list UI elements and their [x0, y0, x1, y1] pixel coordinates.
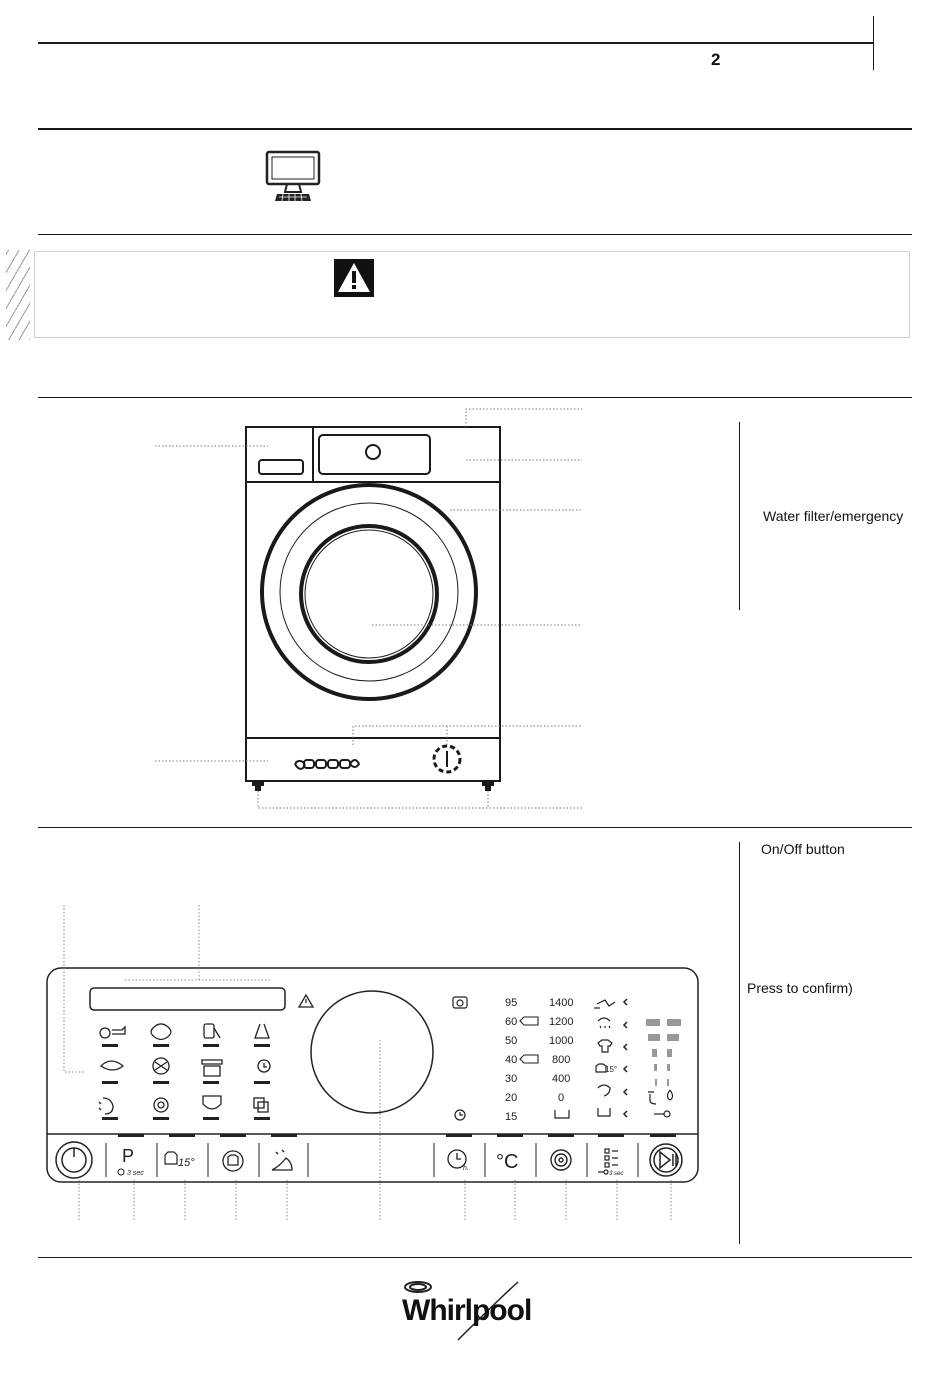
spin-1400: 1400: [549, 997, 574, 1009]
spin-800: 800: [552, 1054, 571, 1066]
spin-column: [549, 997, 573, 1104]
spin-button: [551, 1150, 571, 1170]
quick-wash-label: 15°: [178, 1157, 195, 1169]
celsius-label: °C: [496, 1151, 519, 1173]
temperature-column: [505, 997, 517, 1123]
spin-1000: 1000: [549, 1035, 574, 1047]
page-number: 2: [711, 50, 721, 69]
control-panel: [319, 435, 430, 474]
washer-body: [246, 427, 500, 781]
door-glass: [301, 526, 437, 662]
footer-rule: [38, 1257, 912, 1258]
section-rule-1: [38, 128, 912, 130]
lock-hold: 3 sec: [609, 1171, 624, 1177]
temp-50: 50: [505, 1035, 518, 1047]
temp-60: 60: [505, 1016, 518, 1028]
drop-icon: [668, 1090, 673, 1100]
option-15-label: 15°: [605, 1065, 618, 1074]
spin-0: 0: [558, 1092, 565, 1104]
hatch-marker: [6, 250, 30, 340]
panel-outline: [47, 968, 698, 1182]
top-right-tick: [873, 16, 874, 70]
door-outer: [262, 485, 476, 699]
press-confirm-note: Press to confirm): [747, 980, 853, 996]
p-button-label: P: [122, 1146, 135, 1166]
programme-icons: [99, 1024, 270, 1114]
display-window: [90, 988, 285, 1010]
status-dots: [646, 1019, 681, 1086]
programme-knob: [311, 991, 433, 1113]
temp-95: 95: [505, 997, 518, 1009]
monitor-icon: [265, 150, 321, 204]
panel-knob: [366, 445, 380, 459]
spin-400: 400: [552, 1073, 571, 1085]
logo-text: Whirlpool: [402, 1294, 532, 1327]
sidebar-divider-2: [739, 842, 740, 1244]
on-off-button: [56, 1142, 92, 1178]
option-icons: [594, 1000, 618, 1116]
spin-basin-icon: [555, 1110, 569, 1118]
p-button: [118, 1146, 144, 1177]
sidebar-divider-1: [739, 422, 740, 610]
programme-indicator-bars: [102, 1044, 270, 1120]
temp-40: 40: [505, 1054, 518, 1066]
water-filter-note: Water filter/emergency: [763, 508, 904, 524]
top-rule: [38, 42, 874, 44]
whirlpool-logo: [396, 1278, 556, 1342]
temp-20: 20: [505, 1092, 518, 1104]
warning-box: [34, 251, 910, 338]
start-pause-button: [650, 1144, 682, 1176]
spin-1200: 1200: [549, 1016, 574, 1028]
tap-icon: [648, 1092, 656, 1104]
water-filter-cover: [434, 746, 460, 772]
section-rule-2: [38, 234, 912, 235]
transport-bolt-tool: [295, 760, 359, 769]
control-panel-diagram: [0, 890, 720, 1230]
option-chevrons: [624, 999, 627, 1117]
svg-text:h.: h.: [463, 1165, 469, 1172]
washer-diagram: [0, 398, 600, 818]
temperature-button: [496, 1151, 518, 1173]
p-button-hold: 3 sec: [127, 1170, 144, 1177]
on-off-note: On/Off button: [761, 841, 845, 857]
temp-15: 15: [505, 1111, 518, 1123]
rinse-button: [223, 1151, 243, 1171]
temp-30: 30: [505, 1073, 518, 1085]
door-glass-inner: [305, 530, 433, 658]
detergent-drawer-handle: [259, 460, 303, 474]
warning-icon: [334, 259, 374, 297]
eco-button: [272, 1150, 292, 1170]
quick-wash-button: [165, 1152, 195, 1169]
section-rule-4: [38, 827, 912, 828]
